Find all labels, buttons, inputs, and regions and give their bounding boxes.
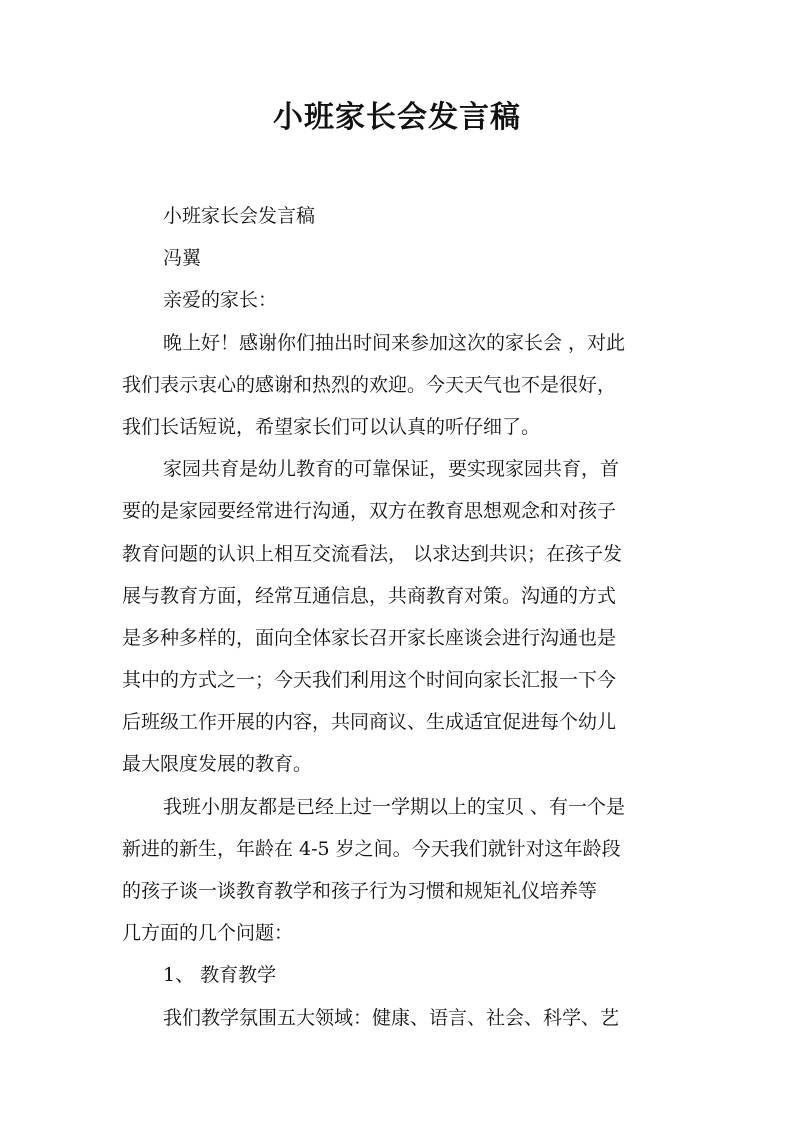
paragraph-line: 我们长话短说，希望家长们可以认真的听仔细了。 bbox=[122, 415, 541, 438]
paragraph-line: 新进的新生，年龄在 4-5 岁之间。今天我们就针对这年龄段 bbox=[122, 837, 621, 860]
paragraph-line: 其中的方式之一；今天我们利用这个时间向家长汇报一下今 bbox=[122, 669, 617, 692]
paragraph-line: 我们教学氛围五大领域：健康、语言、社会、科学、艺 bbox=[163, 1006, 620, 1029]
paragraph-line: 我班小朋友都是已经上过一学期以上的宝贝 、有一个是 bbox=[163, 795, 626, 818]
paragraph-line: 教育问题的认识上相互交流看法， 以求达到共识；在孩子发 bbox=[122, 542, 623, 565]
paragraph-line: 我们表示衷心的感谢和热烈的欢迎。今天天气也不是很好， bbox=[122, 373, 617, 396]
paragraph-line: 最大限度发展的教育。 bbox=[122, 753, 313, 776]
paragraph-line: 几方面的几个问题： bbox=[122, 922, 294, 945]
section-heading: 1、 教育教学 bbox=[163, 964, 277, 987]
paragraph-line: 晚上好！感谢你们抽出时间来参加这次的家长会 ，对此 bbox=[163, 331, 626, 354]
author-line: 冯翼 bbox=[163, 247, 202, 270]
paragraph-line: 的孩子谈一谈教育教学和孩子行为习惯和规矩礼仪培养等 bbox=[122, 880, 598, 902]
paragraph-line: 家园共育是幼儿教育的可靠保证，要实现家园共育，首 bbox=[163, 458, 620, 481]
salutation-line: 亲爱的家长： bbox=[163, 289, 278, 312]
paragraph-line: 要的是家园要经常进行沟通，双方在教育思想观念和对孩子 bbox=[122, 500, 617, 523]
paragraph-line: 展与教育方面，经常互通信息，共商教育对策。沟通的方式 bbox=[122, 584, 617, 607]
paragraph-line: 后班级工作开展的内容，共同商议、生成适宜促进每个幼儿 bbox=[122, 711, 617, 734]
document-title: 小班家长会发言稿 bbox=[273, 100, 521, 135]
paragraph-line: 是多种多样的，面向全体家长召开家长座谈会进行沟通也是 bbox=[122, 626, 617, 649]
document-body bbox=[122, 195, 678, 1039]
subtitle-line: 小班家长会发言稿 bbox=[163, 205, 316, 227]
